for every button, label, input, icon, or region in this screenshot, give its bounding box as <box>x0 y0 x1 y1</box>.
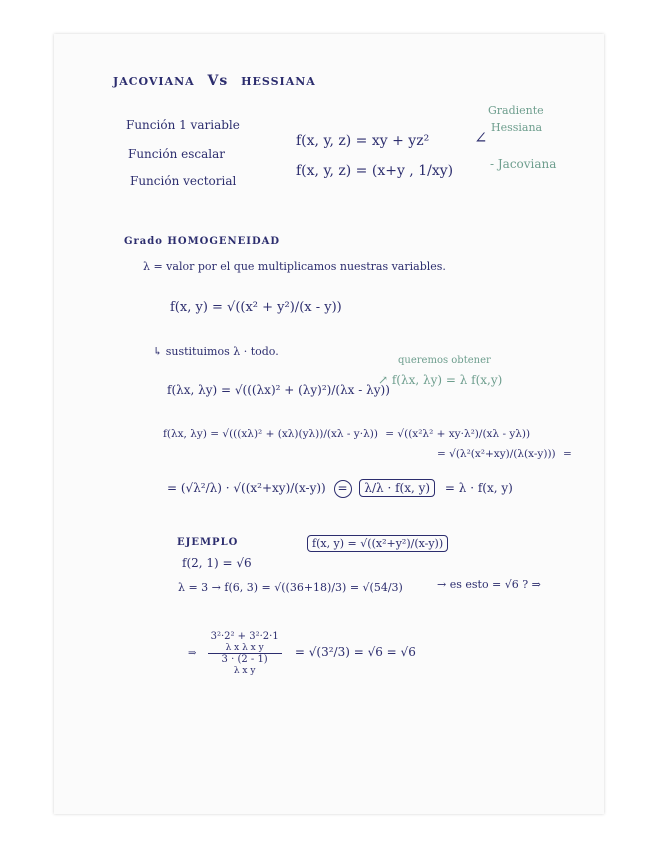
example-given: f(2, 1) = √6 <box>182 556 252 570</box>
section-heading-homogeneidad: Grado HOMOGENEIDAD <box>124 236 281 247</box>
goal-note: queremos obtener <box>398 355 491 366</box>
label-scalar: Función escalar <box>128 147 225 161</box>
example-lambda-line: λ = 3 → f(6, 3) = √((36+18)/3) = √(54/3) <box>178 581 403 594</box>
goal-formula: ↗ f(λx, λy) = λ f(x,y) <box>378 373 503 387</box>
calc-fraction <box>208 631 282 676</box>
function-definition: f(x, y) = √((x² + y²)/(x - y)) <box>170 300 342 315</box>
arrow-icon: ⇒ <box>188 648 197 659</box>
note-gradiente: Gradiente <box>488 104 544 117</box>
example-calculation <box>188 631 416 676</box>
calc-denominator-text: 3 · (2 - 1) <box>221 654 268 665</box>
final-result: = λ · f(x, y) <box>444 481 513 495</box>
expansion-line <box>163 428 530 440</box>
result-expression: = (√λ²/λ) · √((x²+xy)/(x-y)) <box>167 481 326 495</box>
lambda-substitution: f(λx, λy) = √(((λx)² + (λy)²)/(λx - λy)) <box>167 383 390 397</box>
expansion-line-2 <box>437 448 572 460</box>
expansion-step-1: f(λx, λy) = √(((xλ)² + (xλ)(yλ))/(xλ - y·λ)) <box>163 428 378 440</box>
expansion-step-2: = √((x²λ² + xy·λ²)/(xλ - yλ)) <box>385 428 531 440</box>
calc-denominator-tags: λ x y <box>233 666 256 676</box>
circled-equals: = <box>334 480 352 498</box>
expansion-step-4: = <box>563 448 572 460</box>
title-right: HESSIANA <box>241 75 316 88</box>
example-heading: EJEMPLO <box>177 537 239 548</box>
page-title <box>113 73 316 89</box>
example-question: → es esto = √6 ? ⇒ <box>437 578 541 591</box>
title-left: JACOVIANA <box>113 75 195 88</box>
calc-denominator <box>208 654 282 676</box>
label-one-variable: Función 1 variable <box>126 118 240 132</box>
calc-numerator <box>208 631 282 654</box>
calc-result: = √(3²/3) = √6 = √6 <box>294 645 416 659</box>
expansion-step-3: = √(λ²(x²+xy)/(λ(x-y))) <box>437 448 556 460</box>
substitution-note: ↳ sustituimos λ · todo. <box>153 345 279 358</box>
label-vector: Función vectorial <box>130 174 237 188</box>
note-jacoviana: - Jacoviana <box>490 157 557 171</box>
note-hessiana: Hessiana <box>491 121 543 134</box>
result-line <box>167 480 513 498</box>
calc-numerator-tags: λ x λ x y <box>225 643 264 653</box>
title-vs: Vs <box>207 73 229 89</box>
example-boxed-function: f(x, y) = √((x²+y²)/(x-y)) <box>307 535 448 552</box>
calc-numerator-text: 3²·2² + 3²·2·1 <box>210 631 279 642</box>
formula-vector: f(x, y, z) = (x+y , 1/xy) <box>296 163 454 179</box>
lambda-definition: λ = valor por el que multiplicamos nuestras variables. <box>143 260 446 273</box>
angle-symbol: ∠ <box>474 128 488 147</box>
boxed-result: λ/λ · f(x, y) <box>359 479 435 497</box>
formula-scalar: f(x, y, z) = xy + yz² <box>296 133 430 149</box>
